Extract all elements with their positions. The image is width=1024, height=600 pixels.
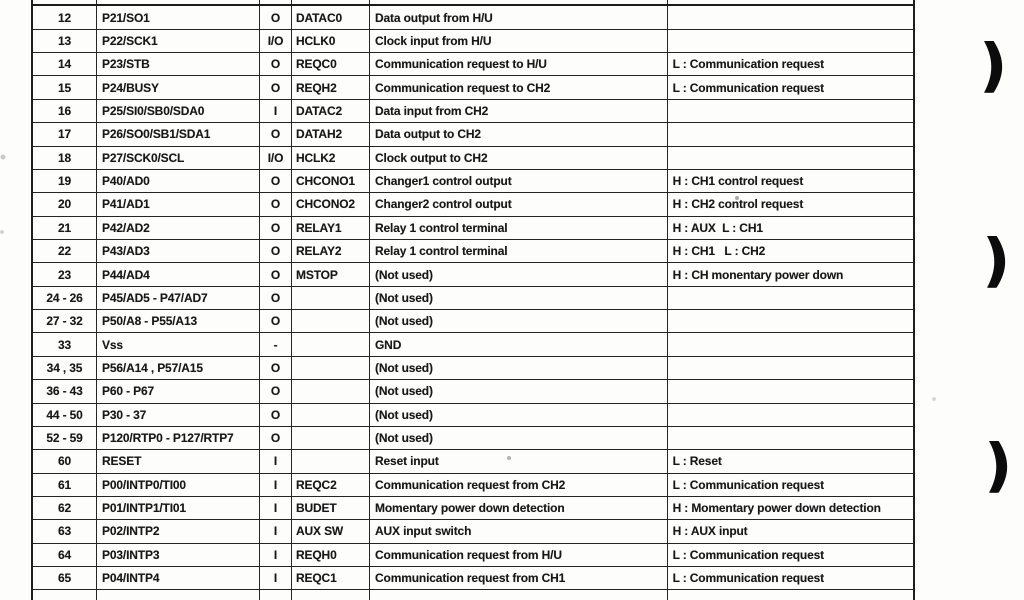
pin-cell: 19 (33, 170, 97, 192)
name-cell: P42/AD2 (97, 217, 260, 239)
table-row (33, 567, 913, 590)
io-cell: O (260, 170, 292, 192)
io-cell: I (260, 474, 292, 496)
table-row (33, 170, 913, 193)
signal-cell (292, 310, 370, 332)
desc-cell: Communication request to CH2 (370, 76, 668, 98)
desc-cell: Clock output to CH2 (370, 147, 668, 169)
name-cell: P43/AD3 (97, 240, 260, 262)
io-cell: O (260, 427, 292, 449)
remark-cell (668, 590, 913, 600)
remark-cell: L : Communication request (672, 547, 824, 562)
pin-cell: 16 (33, 100, 97, 122)
pin-cell: 14 (33, 53, 97, 75)
table-row (33, 147, 913, 170)
signal-cell: DATAC2 (292, 100, 370, 122)
io-cell: - (260, 333, 292, 355)
remark-cell (668, 6, 913, 28)
pin-cell: 34 , 35 (33, 357, 97, 379)
table-row (33, 240, 913, 263)
name-cell: P30 - 37 (97, 404, 260, 426)
table-row (33, 357, 913, 380)
name-cell: P02/INTP2 (97, 520, 260, 542)
name-cell (97, 590, 260, 600)
remark-cell: L : Communication request (672, 477, 824, 492)
table-row (33, 287, 913, 310)
desc-cell: (Not used) (370, 310, 668, 332)
pin-cell: 64 (33, 544, 97, 566)
name-cell: P04/INTP4 (97, 567, 260, 589)
name-cell: P23/STB (97, 53, 260, 75)
pin-cell: 12 (33, 6, 97, 28)
desc-cell: Changer2 control output (370, 193, 668, 215)
table-row (33, 6, 913, 29)
signal-cell: MSTOP (292, 263, 370, 285)
remark-cell (668, 427, 913, 449)
signal-cell: REQC1 (292, 567, 370, 589)
table-row (33, 497, 913, 520)
signal-cell: RELAY1 (292, 217, 370, 239)
name-cell: P26/SO0/SB1/SDA1 (97, 123, 260, 145)
name-cell: P44/AD4 (97, 263, 260, 285)
io-cell: O (260, 76, 292, 98)
signal-cell (292, 450, 370, 472)
pin-cell: 62 (33, 497, 97, 519)
io-cell: I (260, 100, 292, 122)
remark-cell: H : CH1 control request (672, 174, 804, 189)
io-cell: O (260, 380, 292, 402)
name-cell: P56/A14 , P57/A15 (97, 357, 260, 379)
io-cell: O (260, 310, 292, 332)
signal-cell: CHCONO1 (292, 170, 370, 192)
table-row (33, 193, 913, 216)
signal-cell (292, 380, 370, 402)
remark-cell (668, 123, 913, 145)
io-cell: O (260, 357, 292, 379)
name-cell: P21/SO1 (97, 6, 260, 28)
pin-cell: 61 (33, 474, 97, 496)
signal-cell: HCLK2 (292, 147, 370, 169)
signal-cell: AUX SW (292, 520, 370, 542)
io-cell: O (260, 217, 292, 239)
signal-cell: DATAC0 (292, 6, 370, 28)
desc-cell: Clock input from H/U (370, 30, 668, 52)
name-cell: P60 - P67 (97, 380, 260, 402)
remark-cell (668, 287, 913, 309)
pin-cell (33, 0, 97, 4)
table-row (33, 404, 913, 427)
table-row-partial-bottom (33, 590, 913, 600)
remark-cell: L : Communication request (672, 571, 824, 586)
io-cell: O (260, 287, 292, 309)
signal-cell: REQH2 (292, 76, 370, 98)
name-cell: P50/A8 - P55/A13 (97, 310, 260, 332)
remark-cell (668, 30, 913, 52)
pin-cell: 21 (33, 217, 97, 239)
signal-cell: REQC0 (292, 53, 370, 75)
io-cell: I/O (260, 147, 292, 169)
table-row (33, 217, 913, 240)
desc-cell: (Not used) (370, 263, 668, 285)
pin-cell: 13 (33, 30, 97, 52)
desc-cell: Data output to CH2 (370, 123, 668, 145)
binding-mark: ) (985, 431, 1012, 499)
remark-cell: L : Communication request (672, 80, 824, 95)
table-row (33, 263, 913, 286)
remark-cell (668, 357, 913, 379)
name-cell: P41/AD1 (97, 193, 260, 215)
table-row (33, 30, 913, 53)
pin-cell: 63 (33, 520, 97, 542)
pin-description-table (31, 0, 915, 600)
desc-cell: (Not used) (370, 287, 668, 309)
io-cell (260, 0, 292, 4)
remark-cell: H : AUX L : CH1 (672, 220, 763, 235)
name-cell: P03/INTP3 (97, 544, 260, 566)
desc-cell: AUX input switch (370, 520, 668, 542)
signal-cell (292, 427, 370, 449)
desc-cell: Data input from CH2 (370, 100, 668, 122)
signal-cell (292, 590, 370, 600)
desc-cell: Data output from H/U (370, 6, 668, 28)
signal-cell: DATAH2 (292, 123, 370, 145)
signal-cell: RELAY2 (292, 240, 370, 262)
desc-cell: GND (370, 333, 668, 355)
desc-cell: Reset input (370, 450, 668, 472)
remark-cell: H : AUX input (672, 524, 748, 539)
io-cell: I (260, 567, 292, 589)
remark-cell: H : Momentary power down detection (672, 501, 881, 516)
remark-cell (668, 404, 913, 426)
name-cell: P45/AD5 - P47/AD7 (97, 287, 260, 309)
pin-cell: 44 - 50 (33, 404, 97, 426)
name-cell: P120/RTP0 - P127/RTP7 (97, 427, 260, 449)
io-cell (260, 590, 292, 600)
io-cell: O (260, 193, 292, 215)
name-cell: P25/SI0/SB0/SDA0 (97, 100, 260, 122)
desc-cell: Communication request from H/U (370, 544, 668, 566)
desc-cell: (Not used) (370, 404, 668, 426)
pin-cell: 33 (33, 333, 97, 355)
desc-cell: (Not used) (370, 357, 668, 379)
desc-cell: Communication request from CH1 (370, 567, 668, 589)
table-row (33, 427, 913, 450)
name-cell: RESET (97, 450, 260, 472)
name-cell: P24/BUSY (97, 76, 260, 98)
pin-cell: 36 - 43 (33, 380, 97, 402)
remark-cell (668, 380, 913, 402)
binding-mark: ) (983, 226, 1010, 294)
desc-cell: Momentary power down detection (370, 497, 668, 519)
pin-cell: 52 - 59 (33, 427, 97, 449)
signal-cell (292, 357, 370, 379)
remark-cell (668, 0, 913, 4)
desc-cell: Communication request to H/U (370, 53, 668, 75)
pin-cell: 23 (33, 263, 97, 285)
remark-cell: H : CH monentary power down (672, 267, 844, 282)
table-row (33, 333, 913, 356)
io-cell: I (260, 544, 292, 566)
name-cell: P01/INTP1/TI01 (97, 497, 260, 519)
name-cell: P00/INTP0/TI00 (97, 474, 260, 496)
signal-cell (292, 333, 370, 355)
pin-cell: 17 (33, 123, 97, 145)
table-row (33, 450, 913, 473)
io-cell: I (260, 450, 292, 472)
table-row (33, 474, 913, 497)
io-cell: O (260, 123, 292, 145)
pin-cell: 60 (33, 450, 97, 472)
signal-cell (292, 0, 370, 4)
table-row (33, 544, 913, 567)
io-cell: I (260, 520, 292, 542)
pin-cell: 18 (33, 147, 97, 169)
remark-cell (668, 310, 913, 332)
table-row (33, 123, 913, 146)
remark-cell: H : CH1 L : CH2 (672, 244, 766, 259)
desc-cell: Relay 1 control terminal (370, 240, 668, 262)
io-cell: O (260, 263, 292, 285)
pin-cell: 24 - 26 (33, 287, 97, 309)
remark-cell: H : CH2 control request (672, 197, 804, 212)
signal-cell (292, 404, 370, 426)
remark-cell (668, 100, 913, 122)
binding-mark: ) (980, 31, 1007, 99)
desc-cell: Relay 1 control terminal (370, 217, 668, 239)
signal-cell: REQC2 (292, 474, 370, 496)
name-cell (97, 0, 260, 4)
pin-cell: 20 (33, 193, 97, 215)
table-row (33, 53, 913, 76)
io-cell: O (260, 6, 292, 28)
signal-cell (292, 287, 370, 309)
signal-cell: HCLK0 (292, 30, 370, 52)
table-row (33, 380, 913, 403)
table-body (33, 6, 913, 590)
signal-cell: CHCONO2 (292, 193, 370, 215)
remark-cell: L : Communication request (672, 57, 824, 72)
pin-cell (33, 590, 97, 600)
desc-cell: Changer1 control output (370, 170, 668, 192)
desc-cell: (Not used) (370, 380, 668, 402)
remark-cell (668, 147, 913, 169)
io-cell: O (260, 53, 292, 75)
pin-cell: 15 (33, 76, 97, 98)
remark-cell (668, 333, 913, 355)
signal-cell: BUDET (292, 497, 370, 519)
table-row (33, 76, 913, 99)
name-cell: P40/AD0 (97, 170, 260, 192)
desc-cell: Communication request from CH2 (370, 474, 668, 496)
table-row (33, 520, 913, 543)
pin-cell: 65 (33, 567, 97, 589)
io-cell: I/O (260, 30, 292, 52)
io-cell: O (260, 404, 292, 426)
name-cell: P22/SCK1 (97, 30, 260, 52)
desc-cell: (Not used) (370, 427, 668, 449)
desc-cell (370, 0, 668, 4)
pin-cell: 22 (33, 240, 97, 262)
scan-noise-specks (0, 0, 2, 2)
table-row (33, 100, 913, 123)
signal-cell: REQH0 (292, 544, 370, 566)
pin-cell: 27 - 32 (33, 310, 97, 332)
remark-cell: L : Reset (672, 454, 722, 469)
name-cell: Vss (97, 333, 260, 355)
table-row (33, 310, 913, 333)
io-cell: I (260, 497, 292, 519)
io-cell: O (260, 240, 292, 262)
desc-cell (370, 590, 668, 600)
name-cell: P27/SCK0/SCL (97, 147, 260, 169)
